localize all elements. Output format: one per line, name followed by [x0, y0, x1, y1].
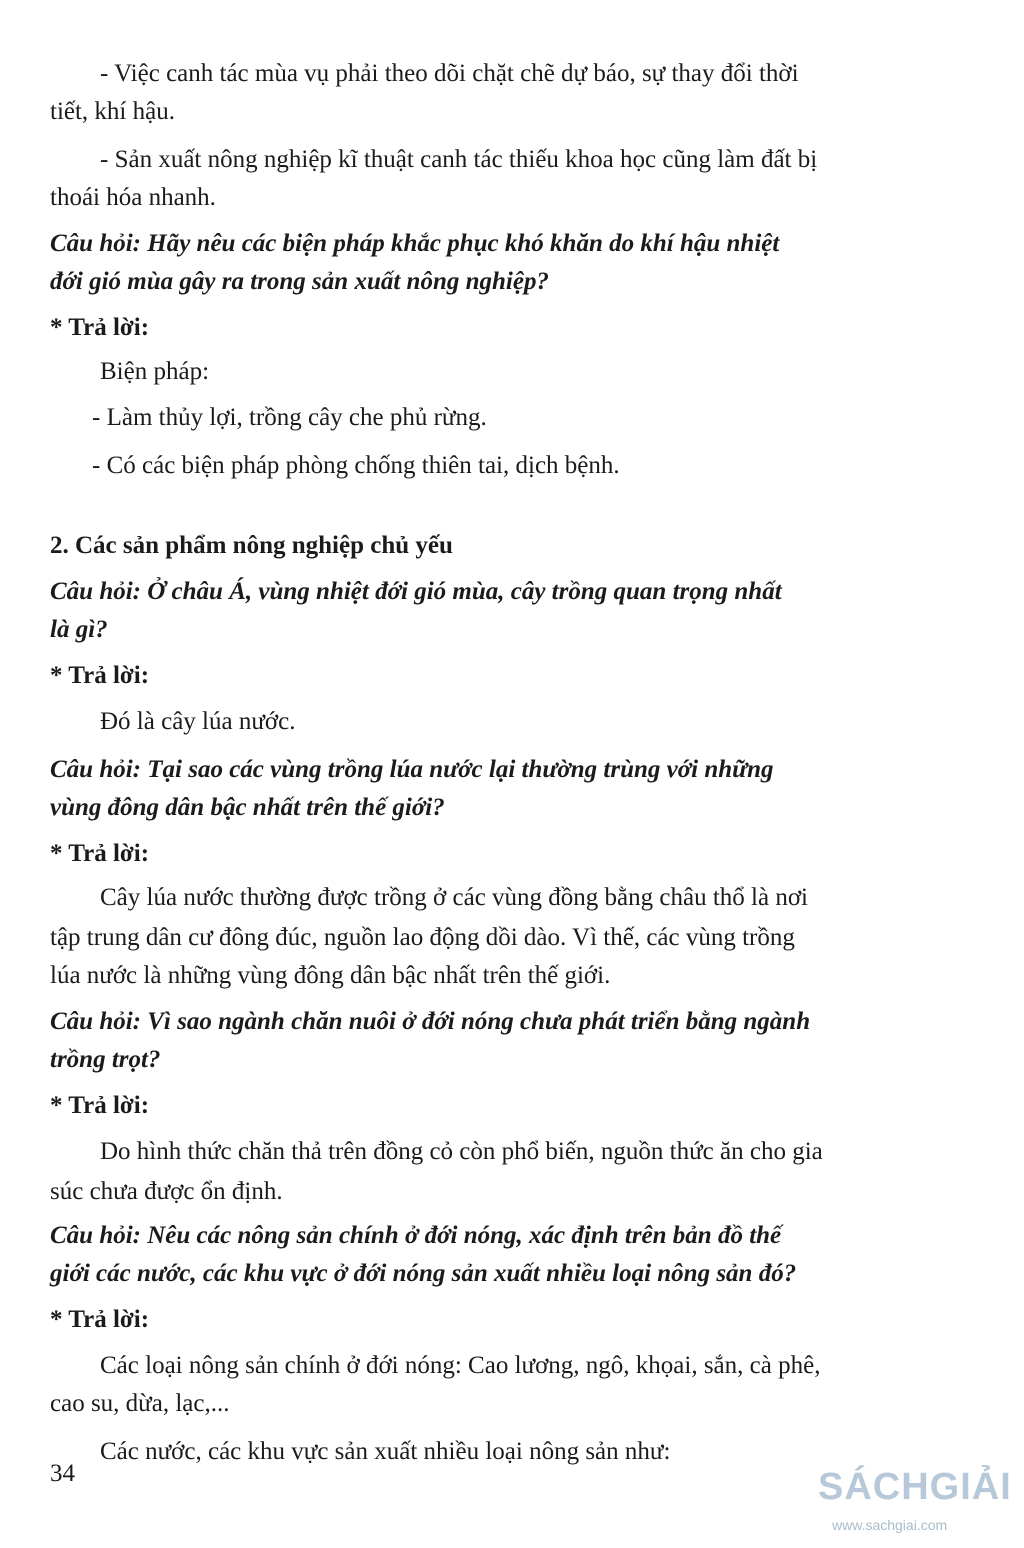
question-line: trồng trọt? [50, 1046, 161, 1073]
answer-label: * Trả lời: [50, 1306, 150, 1333]
answer-label: * Trả lời: [50, 662, 150, 689]
watermark-url: www.sachgiai.com [832, 1517, 948, 1533]
text-line: súc chưa được ổn định. [50, 1178, 283, 1205]
answer-label: * Trả lời: [50, 840, 150, 867]
answer-label: * Trả lời: [50, 314, 150, 341]
question-line: là gì? [50, 616, 108, 643]
answer-label: * Trả lời: [50, 1092, 150, 1119]
text-line: tập trung dân cư đông đúc, nguồn lao động dồi dào. Vì thế, các vùng trồng [50, 924, 795, 951]
page-number: 34 [50, 1460, 75, 1487]
text-line: Cây lúa nước thường được trồng ở các vùng đồng bằng châu thổ là nơi [100, 884, 808, 911]
section-heading: 2. Các sản phẩm nông nghiệp chủ yếu [50, 532, 453, 559]
text-line: lúa nước là những vùng đông dân bậc nhất trên thế giới. [50, 962, 611, 989]
text-line: - Việc canh tác mùa vụ phải theo dõi chặt chẽ dự báo, sự thay đổi thời [100, 60, 799, 87]
text-line: - Sản xuất nông nghiệp kĩ thuật canh tác thiếu khoa học cũng làm đất bị [100, 146, 818, 173]
question-line: Câu hỏi: Vì sao ngành chăn nuôi ở đới nóng chưa phát triển bằng ngành [50, 1008, 811, 1035]
question-line: đới gió mùa gây ra trong sản xuất nông nghiệp? [50, 268, 549, 295]
text-line: Do hình thức chăn thả trên đồng cỏ còn phổ biến, nguồn thức ăn cho gia [100, 1138, 823, 1165]
text-line: Các loại nông sản chính ở đới nóng: Cao lương, ngô, khọai, sắn, cà phê, [100, 1352, 821, 1379]
text-line: thoái hóa nhanh. [50, 184, 216, 211]
question-line: Câu hỏi: Tại sao các vùng trồng lúa nước lại thường trùng với những [50, 756, 774, 783]
question-line: Câu hỏi: Ở châu Á, vùng nhiệt đới gió mùa, cây trồng quan trọng nhất [50, 578, 782, 605]
watermark [818, 1465, 1018, 1545]
text-line: tiết, khí hậu. [50, 98, 175, 125]
list-item: - Có các biện pháp phòng chống thiên tai, dịch bệnh. [92, 452, 620, 479]
question-line: Câu hỏi: Hãy nêu các biện pháp khắc phục khó khăn do khí hậu nhiệt [50, 230, 780, 257]
list-item: - Làm thủy lợi, trồng cây che phủ rừng. [92, 404, 487, 431]
question-line: Câu hỏi: Nêu các nông sản chính ở đới nóng, xác định trên bản đồ thế [50, 1222, 782, 1249]
text-line: cao su, dừa, lạc,... [50, 1390, 230, 1417]
question-line: vùng đông dân bậc nhất trên thế giới? [50, 794, 445, 821]
text-line: Biện pháp: [100, 358, 210, 385]
watermark-logo: SÁCHGIẢI [818, 1466, 1012, 1508]
text-line: Đó là cây lúa nước. [100, 708, 296, 735]
question-line: giới các nước, các khu vực ở đới nóng sản xuất nhiều loại nông sản đó? [50, 1260, 797, 1287]
text-line: Các nước, các khu vực sản xuất nhiều loại nông sản như: [100, 1438, 671, 1465]
